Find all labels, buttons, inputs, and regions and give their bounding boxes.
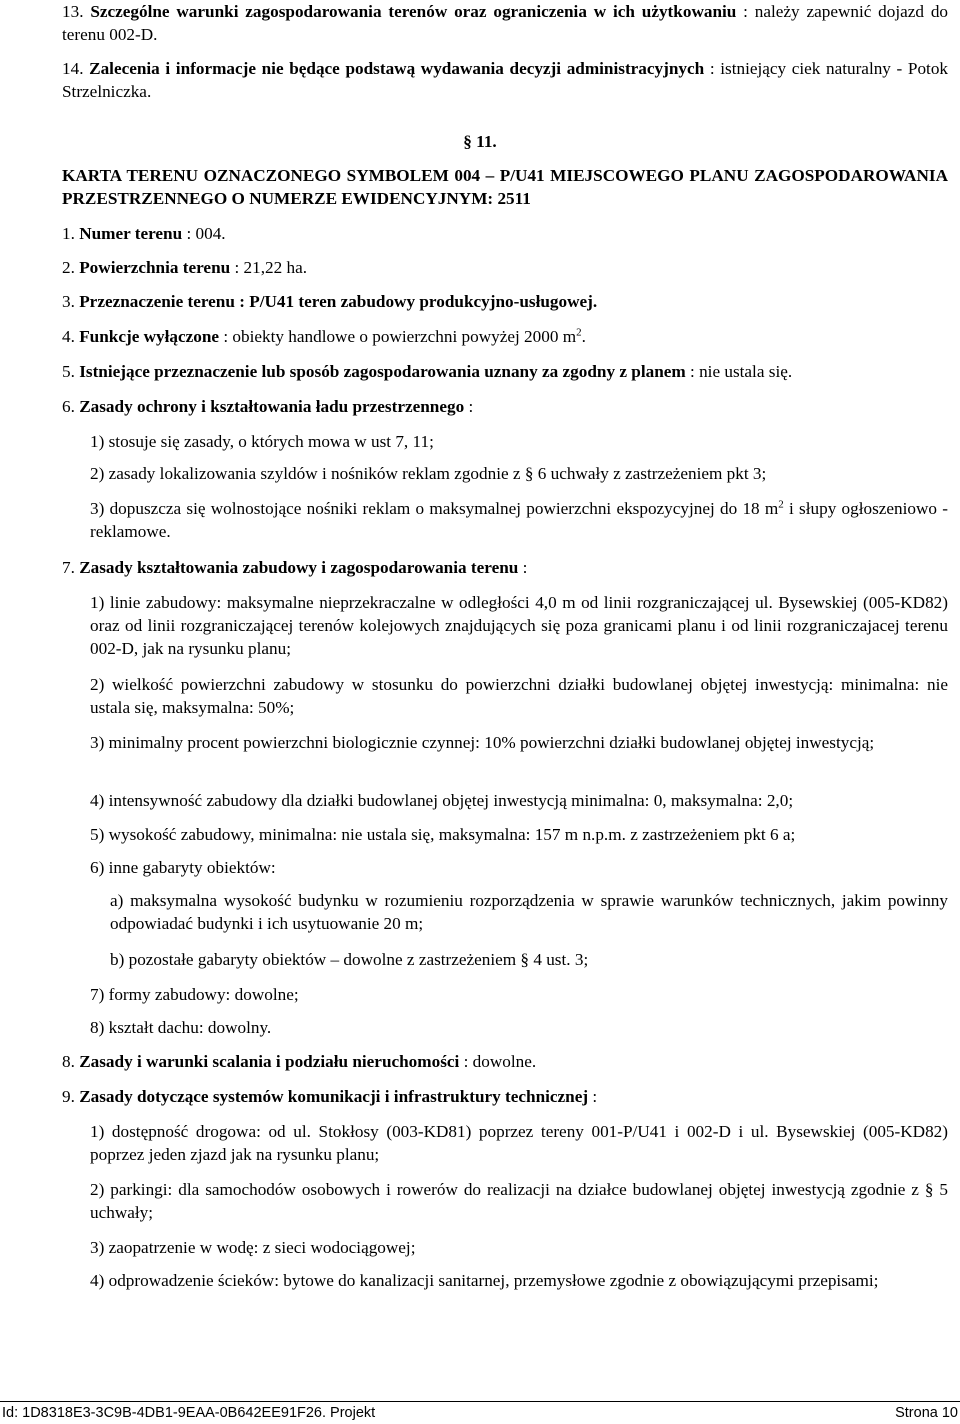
item-number: 13. bbox=[62, 2, 84, 21]
item-value: : nie ustala się. bbox=[685, 362, 793, 381]
sub-item: 5) wysokość zabudowy, minimalna: nie ustala się, maksymalna: 157 m n.p.m. z zastrzeżeniem pkt 6 a; bbox=[90, 825, 796, 844]
item-number: 14. bbox=[62, 59, 84, 78]
item-9 bbox=[62, 1085, 948, 1108]
page-number: Strona 10 bbox=[895, 1405, 958, 1421]
item-1 bbox=[62, 222, 948, 245]
item-value: : bbox=[588, 1087, 598, 1106]
sub-item bbox=[90, 497, 948, 543]
item-label: Zasady kształtowania zabudowy i zagospodarowania terenu bbox=[79, 558, 519, 577]
item-value: : obiekty handlowe o powierzchni powyżej 2000 m bbox=[219, 327, 577, 346]
document-id: Id: 1D8318E3-3C9B-4DB1-9EAA-0B642EE91F26. Projekt bbox=[2, 1405, 376, 1421]
section-number: § 11. bbox=[463, 132, 497, 151]
item-label: Zasady i warunki scalania i podziału nieruchomości bbox=[79, 1052, 460, 1071]
sub-item-text: i słupy ogłoszeniowo - reklamowe. bbox=[90, 499, 949, 541]
item-number: 9. bbox=[62, 1087, 75, 1106]
item-number: 6. bbox=[62, 397, 75, 416]
item-tail: . bbox=[581, 327, 586, 346]
item-value: : dowolne. bbox=[459, 1052, 537, 1071]
sub-item: 4) intensywność zabudowy dla działki budowlanej objętej inwestycją minimalna: 0, maksymalna: 2,0; bbox=[90, 791, 794, 810]
item-7 bbox=[62, 556, 948, 579]
sub-item: 1) stosuje się zasady, o których mowa w ust 7, 11; bbox=[90, 432, 434, 451]
item-2 bbox=[62, 256, 948, 279]
item-number: 2. bbox=[62, 258, 75, 277]
item-6 bbox=[62, 395, 948, 418]
footer-divider bbox=[0, 1401, 960, 1402]
sub-item: 1) dostępność drogowa: od ul. Stokłosy (003-KD81) poprzez tereny 001-P/U41 i 002-D i ul. Bysewskiej (005-KD82) poprzez jeden zjazd jak na rysunku planu; bbox=[90, 1122, 948, 1164]
item-value: : należy zapewnić dojazd do terenu 002-D. bbox=[62, 2, 949, 44]
item-label: Zalecenia i informacje nie będące podstawą wydawania decyzji administracyjnych bbox=[89, 59, 705, 78]
sub-item: 1) linie zabudowy: maksymalne nieprzekraczalne w odległości 4,0 m od linii rozgraniczającej ul. Bysewskiej (005-KD82) oraz od linii rozgraniczającej terenów kolejowych znajdujących się poza granicami planu i od linii rozgraniczajacej terenu 002-D, jak na rysunku planu; bbox=[90, 593, 948, 658]
item-14 bbox=[62, 57, 948, 103]
sub-item: 2) wielkość powierzchni zabudowy w stosunku do powierzchni działki budowlanej objętej inwestycją: minimalna: nie ustala się, maksymalna: 50%; bbox=[90, 675, 948, 717]
item-label: Zasady ochrony i kształtowania ładu przestrzennego bbox=[79, 397, 465, 416]
superscript: 2 bbox=[778, 498, 784, 511]
page-footer bbox=[0, 1403, 960, 1424]
item-value: : 004. bbox=[182, 224, 226, 243]
sub-item-text: 3) dopuszcza się wolnostojące nośniki reklam o maksymalnej powierzchni ekspozycyjnej do 18 m bbox=[90, 499, 779, 518]
sub-item: 2) parkingi: dla samochodów osobowych i rowerów do realizacji na działce budowlanej objętej inwestycją zgodnie z § 5 uchwały; bbox=[90, 1180, 948, 1222]
sub-item: 3) zaopatrzenie w wodę: z sieci wodociągowej; bbox=[90, 1238, 416, 1257]
item-value: : 21,22 ha. bbox=[230, 258, 308, 277]
item-label: Powierzchnia terenu bbox=[79, 258, 231, 277]
item-label: Zasady dotyczące systemów komunikacji i infrastruktury technicznej bbox=[79, 1087, 589, 1106]
superscript: 2 bbox=[576, 326, 582, 339]
item-8 bbox=[62, 1050, 948, 1073]
item-value: : bbox=[518, 558, 528, 577]
sub-item: 6) inne gabaryty obiektów: bbox=[90, 858, 276, 877]
item-5 bbox=[62, 360, 948, 383]
sub-item: 2) zasady lokalizowania szyldów i nośników reklam zgodnie z § 6 uchwały z zastrzeżeniem pkt 3; bbox=[90, 464, 767, 483]
item-number: 7. bbox=[62, 558, 75, 577]
sub-item: 7) formy zabudowy: dowolne; bbox=[90, 985, 299, 1004]
item-number: 5. bbox=[62, 362, 75, 381]
item-value: : bbox=[464, 397, 474, 416]
section-heading: KARTA TERENU OZNACZONEGO SYMBOLEM 004 – P/U41 MIEJSCOWEGO PLANU ZAGOSPODAROWANIA PRZESTRZENNEGO O NUMERZE EWIDENCYJNYM: 2511 bbox=[62, 166, 948, 208]
item-3 bbox=[62, 290, 948, 313]
item-label: Szczególne warunki zagospodarowania terenów oraz ograniczenia w ich użytkowaniu bbox=[90, 2, 737, 21]
item-label: Istniejące przeznaczenie lub sposób zagospodarowania uznany za zgodny z planem bbox=[79, 362, 686, 381]
item-number: 3. bbox=[62, 292, 75, 311]
sub-item: 3) minimalny procent powierzchni biologicznie czynnej: 10% powierzchni działki budowlanej objętej inwestycją; bbox=[90, 733, 875, 752]
sub-sub-item: b) pozostałe gabaryty obiektów – dowolne z zastrzeżeniem § 4 ust. 3; bbox=[110, 950, 589, 969]
item-13 bbox=[62, 0, 948, 46]
item-label: Przeznaczenie terenu bbox=[79, 292, 235, 311]
item-value: : istniejący ciek naturalny - Potok Strzelniczka. bbox=[62, 59, 949, 101]
item-number: 8. bbox=[62, 1052, 75, 1071]
item-label: Funkcje wyłączone bbox=[79, 327, 220, 346]
sub-sub-item: a) maksymalna wysokość budynku w rozumieniu rozporządzenia w sprawie warunków technicznych, jakim powinny odpowiadać budynki i ich usytuowanie 20 m; bbox=[110, 891, 948, 933]
sub-item: 8) kształt dachu: dowolny. bbox=[90, 1018, 272, 1037]
sub-item: 4) odprowadzenie ścieków: bytowe do kanalizacji sanitarnej, przemysłowe zgodnie z obowiązującymi przepisami; bbox=[90, 1271, 879, 1290]
item-number: 1. bbox=[62, 224, 75, 243]
item-4 bbox=[62, 325, 948, 348]
item-label: Numer terenu bbox=[79, 224, 183, 243]
item-number: 4. bbox=[62, 327, 75, 346]
item-value: : P/U41 teren zabudowy produkcyjno-usługowej. bbox=[234, 292, 598, 311]
